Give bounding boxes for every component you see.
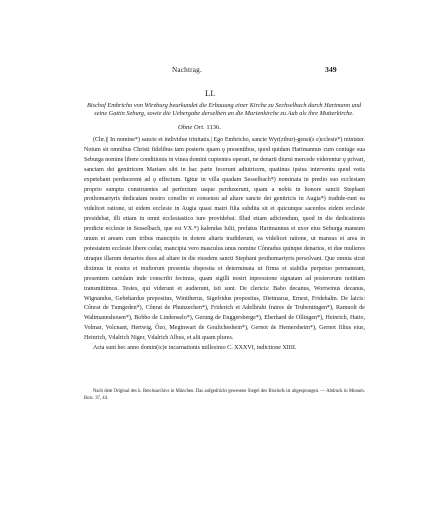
dateline <box>178 124 221 131</box>
charter-text <box>84 136 365 354</box>
charter-paragraph-main: (Chr.)| In nomine*) sancte et individue trinitatis.| Ego Embricho, sancte Wyr(zibur)-gensi(s e)cclesie*) minister. Notum sit omnibus Christi fidelibus tam posteris quam ǫ presentibus, quod quidam Harimannus cum coniuge sua Seburga nomine libere conditionis in vinea domini cupientes operari, ne denarii diurni mercede viderentur ǫ privari, sanctam dei genitricem Mariam sibi in hac parte fecerunt adiutricem, quatinus ipsius interventu quod votis expetebant perducerent ad ǫ effectum. Igitur in villa quadam Sesselbach*) nominata in predio suo ecclesiam proprio sumptu construentes ad perfectum usque perduxerunt, quam a nobis in honore sancti Stephani prothomartyris dedicatam nostro consilio et consensu ad altare sancte dei genitricis in Augia*) tradide-runt ea videlicet ratione, ut eidem ecclesie in Augia quasi matri filia subdita sit et quicunque sacerdos eidem ecclesie presidebat, illi etiam in omni ecclesiastico iure providebat. Illud etiam adiciendum, quod in die dedicationis predicte ecclesie in Sesselbach, que est VX.*) kalendas Iulii, prefatus Harimannus et uxor eius Seburga mansum unum et aream cum tribus mancipiis in dotem altaris tradiderunt, ea videlicet ratione, ut mansus et area in potestatem ecclesie libere cedat, mancipia vero masculus unus nomine Cônradus quinque denarios, et due mulieres utraque illarum denarios duos ad altare in die eiusdem sancti Stephani prothomartyris persolvant. Que omnia sicut diximus in nostra et multorum presentia disposita et determinata ut firma et stabilia perpetuo permaneant, presentem cartulam inde conscribi fecimus, quam sigilli nostri inpressione signatam ad posterorum notitiam transmittimus. Testes, qui viderunt et audierunt, isti sunt. De clericis: Babo decanus, Wortwinus decanus, Wignandus, Gebehardus prepositus, Winitherus, Sigefridus prepositus, Dietmarus, Ernest, Fridehalm. De laicis: Cônrat de Tumgeden*), Cônrat de Phunzechen*), Friderich et Adelbraht fratres de Trubentingen*), Ramuolt de Waltmannshouen*), Bobbo de Lindenselo*), Gerung de Enggersberge*), Eberhard de Ollingen*), Heinrich, Hatto, Volmar, Volcnant, Hertwig, Ôzo, Meginwart de Goulicheshein*), Gernot de Hemersheim*), Gernot filius eius, Heinrich, Vdalrich Niger, Vdalrich Albus, et alii quam plures. <box>84 137 365 342</box>
footnote-text: Nach dem Original des k. Reichsarchivs in München. Das aufgedrückt gewesene Siegel des Bischofs ist abgesprungen. — Abdruck in Monum. Boic. 37, 44. <box>84 389 365 401</box>
dateline-year: 1136. <box>206 124 221 131</box>
document-number: LI. <box>205 88 216 98</box>
source-footnote <box>84 389 365 402</box>
charter-paragraph-dating: Acta sunt hec anno domin(ic)e incarnationis millesimo C. XXXVI, indictione XIIII. <box>93 345 297 352</box>
dateline-place: Ohne Ort. <box>178 124 205 131</box>
page-number: 349 <box>325 65 337 74</box>
regest-summary: Bischof Embricho von Wirzburg beurkundet die Erbauung einer Kirche zu Sechselbach durch Hartmann und seine Gattin Seburg, sowie die Uebergabe derselben an die Marienkirche zu Aub als ihre Mutterkirche. <box>86 102 362 118</box>
running-header-title: Nachtrag. <box>172 66 202 74</box>
